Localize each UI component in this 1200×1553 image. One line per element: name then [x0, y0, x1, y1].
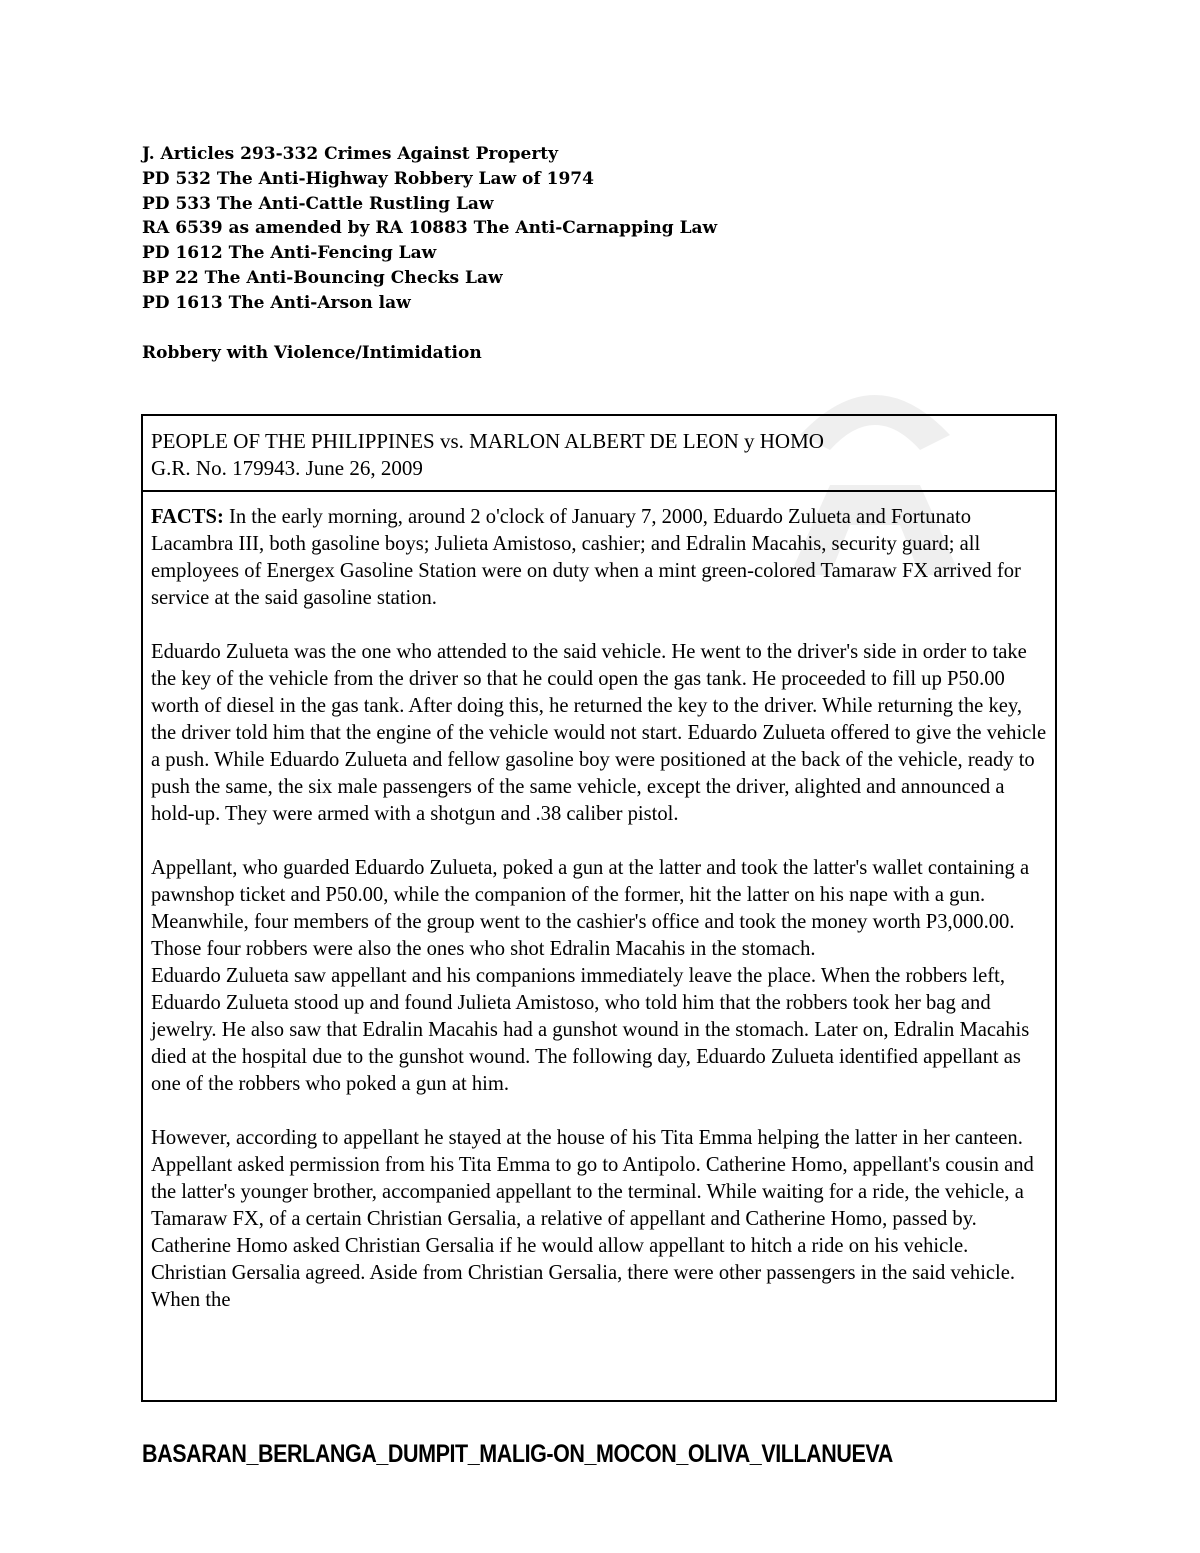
facts-text: In the early morning, around 2 o'clock of January 7, 2000, Eduardo Zulueta and Fortunato Lacambra III, both gasoline boys; Julieta Amistoso, cashier; and Edralin Macahis, security guard; all employees of Energex Gasoline Station were on duty when a mint green-colored Tamaraw FX arrived for service at the said gasoline station. [151, 506, 1021, 609]
section-title: Robbery with Violence/Intimidation [142, 343, 482, 363]
case-body [143, 492, 1055, 1398]
facts-label: FACTS: [151, 506, 224, 528]
facts-paragraph [151, 504, 1047, 612]
body-paragraph: Appellant, who guarded Eduardo Zulueta, poked a gun at the latter and took the latter's wallet containing a pawnshop ticket and P50.00, while the companion of the former, hit the latter on his nape with a gun. Meanwhile, four members of the group went to the cashier's office and took the money worth P3,000.00. Those four robbers were also the ones who shot Edralin Macahis in the stomach. [151, 857, 1030, 960]
statute-line: BP 22 The Anti-Bouncing Checks Law [142, 267, 503, 288]
statute-list [142, 142, 1042, 316]
case-title: PEOPLE OF THE PHILIPPINES vs. MARLON ALBERT DE LEON y HOMO [151, 429, 824, 453]
statute-line: PD 1613 The Anti-Arson law [142, 292, 411, 313]
body-paragraph: Eduardo Zulueta was the one who attended to the said vehicle. He went to the driver's side in order to take the key of the vehicle from the driver so that he could open the gas tank. He proceeded to fill up P50.00 worth of diesel in the gas tank. After doing this, he returned the key to the driver. While returning the key, the driver told him that the engine of the vehicle would not start. Eduardo Zulueta offered to give the vehicle a push. While Eduardo Zulueta and fellow gasoline boy were positioned at the back of the vehicle, ready to push the same, the six male passengers of the same vehicle, except the driver, alighted and announced a hold-up. They were armed with a shotgun and .38 caliber pistol. [151, 641, 1047, 825]
body-paragraph: Eduardo Zulueta saw appellant and his companions immediately leave the place. When the robbers left, Eduardo Zulueta stood up and found Julieta Amistoso, who told him that the robbers took her bag and jewelry. He also saw that Edralin Macahis had a gunshot wound in the stomach. Later on, Edralin Macahis died at the hospital due to the gunshot wound. The following day, Eduardo Zulueta identified appellant as one of the robbers who poked a gun at him. [151, 965, 1030, 1095]
statute-line: PD 532 The Anti-Highway Robbery Law of 1974 [142, 168, 594, 189]
statute-line: J. Articles 293-332 Crimes Against Property [142, 144, 559, 164]
case-header [143, 416, 1055, 492]
statute-line: PD 533 The Anti-Cattle Rustling Law [142, 193, 494, 214]
case-digest-box [141, 414, 1057, 1402]
body-paragraph: However, according to appellant he stayed at the house of his Tita Emma helping the latter in her canteen. Appellant asked permission from his Tita Emma to go to Antipolo. Catherine Homo, appellant's cousin and the latter's younger brother, accompanied appellant to the terminal. While waiting for a ride, the vehicle, a Tamaraw FX, of a certain Christian Gersalia, a relative of appellant and Catherine Homo, passed by. Catherine Homo asked Christian Gersalia if he would allow appellant to hitch a ride on his vehicle. Christian Gersalia agreed. Aside from Christian Gersalia, there were other passengers in the said vehicle. When the [151, 1127, 1034, 1311]
footer-authors: BASARAN_BERLANGA_DUMPIT_MALIG-ON_MOCON_OLIVA_VILLANUEVA [142, 1440, 893, 1468]
statute-line: RA 6539 as amended by RA 10883 The Anti-Carnapping Law [142, 218, 718, 239]
statute-line: PD 1612 The Anti-Fencing Law [142, 243, 437, 264]
case-gr-number: G.R. No. 179943. June 26, 2009 [151, 456, 423, 480]
